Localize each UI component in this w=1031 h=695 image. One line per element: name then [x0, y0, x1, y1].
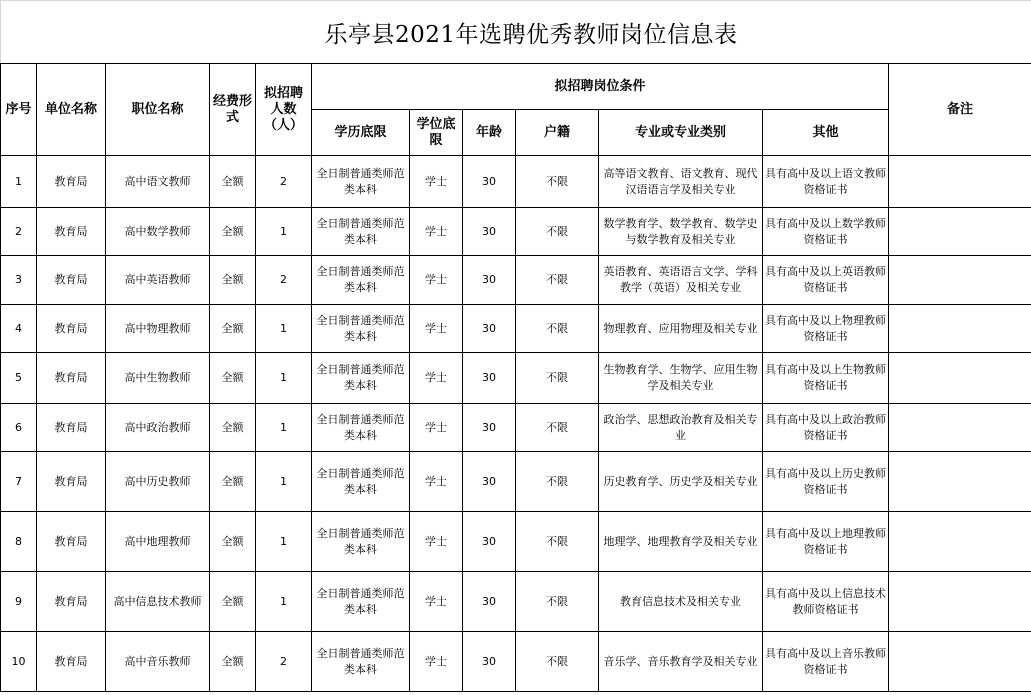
cell-hukou[interactable]: 不限 [516, 208, 599, 256]
cell-unit[interactable]: 教育局 [37, 632, 106, 692]
cell-degree[interactable]: 学士 [410, 512, 463, 572]
cell-degree[interactable]: 学士 [410, 305, 463, 353]
header-conditions[interactable]: 拟招聘岗位条件 [312, 64, 889, 110]
table-row [1, 572, 1031, 632]
cell-major[interactable]: 地理学、地理教育学及相关专业 [599, 512, 763, 572]
cell-position[interactable]: 高中历史教师 [106, 452, 210, 512]
cell-degree[interactable]: 学士 [410, 256, 463, 305]
table-row [1, 452, 1031, 512]
cell-funding[interactable]: 全额 [210, 353, 256, 404]
cell-remarks[interactable] [889, 512, 1031, 572]
cell-count[interactable]: 1 [256, 353, 312, 404]
table-body [1, 156, 1031, 692]
cell-funding[interactable]: 全额 [210, 452, 256, 512]
cell-degree[interactable]: 学士 [410, 572, 463, 632]
cell-position[interactable]: 高中信息技术教师 [106, 572, 210, 632]
cell-hukou[interactable]: 不限 [516, 404, 599, 452]
cell-age[interactable]: 30 [463, 353, 516, 404]
cell-funding[interactable]: 全额 [210, 208, 256, 256]
cell-degree[interactable]: 学士 [410, 208, 463, 256]
cell-position[interactable]: 高中音乐教师 [106, 632, 210, 692]
cell-position[interactable]: 高中物理教师 [106, 305, 210, 353]
cell-age[interactable]: 30 [463, 632, 516, 692]
cell-major[interactable]: 英语教育、英语语言文学、学科教学（英语）及相关专业 [599, 256, 763, 305]
cell-remarks[interactable] [889, 256, 1031, 305]
header-count[interactable]: 拟招聘人数（人） [256, 64, 312, 156]
cell-other[interactable]: 具有高中及以上地理教师资格证书 [763, 512, 889, 572]
cell-education[interactable]: 全日制普通类师范类本科 [312, 632, 410, 692]
cell-position[interactable]: 高中政治教师 [106, 404, 210, 452]
cell-other[interactable]: 具有高中及以上数学教师资格证书 [763, 208, 889, 256]
cell-count[interactable]: 1 [256, 208, 312, 256]
cell-hukou[interactable]: 不限 [516, 256, 599, 305]
cell-major[interactable]: 数学教育学、数学教育、数学史与数学教育及相关专业 [599, 208, 763, 256]
cell-count[interactable]: 2 [256, 632, 312, 692]
cell-education[interactable]: 全日制普通类师范类本科 [312, 572, 410, 632]
cell-major[interactable]: 物理教育、应用物理及相关专业 [599, 305, 763, 353]
header-age[interactable]: 年龄 [463, 110, 516, 156]
cell-unit[interactable]: 教育局 [37, 256, 106, 305]
header-seq[interactable]: 序号 [1, 64, 37, 156]
cell-unit[interactable]: 教育局 [37, 452, 106, 512]
cell-unit[interactable]: 教育局 [37, 305, 106, 353]
cell-degree[interactable]: 学士 [410, 353, 463, 404]
cell-seq[interactable]: 2 [1, 208, 37, 256]
title-row [0, 0, 1031, 64]
cell-degree[interactable]: 学士 [410, 404, 463, 452]
cell-hukou[interactable]: 不限 [516, 353, 599, 404]
cell-major[interactable]: 生物教育学、生物学、应用生物学及相关专业 [599, 353, 763, 404]
cell-major[interactable]: 政治学、思想政治教育及相关专业 [599, 404, 763, 452]
table-row [1, 512, 1031, 572]
cell-position[interactable]: 高中地理教师 [106, 512, 210, 572]
cell-remarks[interactable] [889, 404, 1031, 452]
cell-education[interactable]: 全日制普通类师范类本科 [312, 404, 410, 452]
cell-major[interactable]: 历史教育学、历史学及相关专业 [599, 452, 763, 512]
table-row [1, 208, 1031, 256]
cell-seq[interactable]: 3 [1, 256, 37, 305]
page-title[interactable]: 乐亭县2021年选聘优秀教师岗位信息表 [324, 22, 738, 48]
header-unit[interactable]: 单位名称 [37, 64, 106, 156]
cell-seq[interactable]: 7 [1, 452, 37, 512]
header-row-1 [1, 64, 1031, 110]
cell-hukou[interactable]: 不限 [516, 156, 599, 208]
cell-other[interactable]: 具有高中及以上生物教师资格证书 [763, 353, 889, 404]
cell-major[interactable]: 高等语文教育、语文教育、现代汉语语言学及相关专业 [599, 156, 763, 208]
cell-seq[interactable]: 9 [1, 572, 37, 632]
cell-unit[interactable]: 教育局 [37, 512, 106, 572]
header-other[interactable]: 其他 [763, 110, 889, 156]
cell-major[interactable]: 音乐学、音乐教育学及相关专业 [599, 632, 763, 692]
cell-age[interactable]: 30 [463, 256, 516, 305]
header-degree[interactable]: 学位底限 [410, 110, 463, 156]
cell-hukou[interactable]: 不限 [516, 512, 599, 572]
cell-hukou[interactable]: 不限 [516, 452, 599, 512]
cell-seq[interactable]: 10 [1, 632, 37, 692]
table-row [1, 632, 1031, 692]
cell-hukou[interactable]: 不限 [516, 572, 599, 632]
cell-funding[interactable]: 全额 [210, 156, 256, 208]
cell-degree[interactable]: 学士 [410, 452, 463, 512]
cell-funding[interactable]: 全额 [210, 632, 256, 692]
cell-other[interactable]: 具有高中及以上物理教师资格证书 [763, 305, 889, 353]
cell-education[interactable]: 全日制普通类师范类本科 [312, 208, 410, 256]
cell-major[interactable]: 教育信息技术及相关专业 [599, 572, 763, 632]
cell-funding[interactable]: 全额 [210, 305, 256, 353]
cell-age[interactable]: 30 [463, 404, 516, 452]
cell-other[interactable]: 具有高中及以上音乐教师资格证书 [763, 632, 889, 692]
cell-age[interactable]: 30 [463, 452, 516, 512]
cell-unit[interactable]: 教育局 [37, 208, 106, 256]
cell-seq[interactable]: 4 [1, 305, 37, 353]
header-education[interactable]: 学历底限 [312, 110, 410, 156]
cell-count[interactable]: 2 [256, 256, 312, 305]
cell-position[interactable]: 高中数学教师 [106, 208, 210, 256]
cell-degree[interactable]: 学士 [410, 632, 463, 692]
cell-education[interactable]: 全日制普通类师范类本科 [312, 452, 410, 512]
cell-age[interactable]: 30 [463, 572, 516, 632]
cell-age[interactable]: 30 [463, 156, 516, 208]
cell-count[interactable]: 1 [256, 452, 312, 512]
cell-unit[interactable]: 教育局 [37, 353, 106, 404]
header-funding[interactable]: 经费形式 [210, 64, 256, 156]
cell-age[interactable]: 30 [463, 512, 516, 572]
cell-degree[interactable]: 学士 [410, 156, 463, 208]
position-table [0, 63, 1031, 692]
cell-unit[interactable]: 教育局 [37, 156, 106, 208]
cell-age[interactable]: 30 [463, 208, 516, 256]
cell-seq[interactable]: 8 [1, 512, 37, 572]
cell-education[interactable]: 全日制普通类师范类本科 [312, 512, 410, 572]
cell-funding[interactable]: 全额 [210, 572, 256, 632]
table-row [1, 156, 1031, 208]
cell-hukou[interactable]: 不限 [516, 305, 599, 353]
cell-remarks[interactable] [889, 156, 1031, 208]
cell-count[interactable]: 2 [256, 156, 312, 208]
cell-education[interactable]: 全日制普通类师范类本科 [312, 353, 410, 404]
cell-position[interactable]: 高中生物教师 [106, 353, 210, 404]
cell-remarks[interactable] [889, 305, 1031, 353]
cell-other[interactable]: 具有高中及以上政治教师资格证书 [763, 404, 889, 452]
header-major[interactable]: 专业或专业类别 [599, 110, 763, 156]
cell-remarks[interactable] [889, 452, 1031, 512]
cell-count[interactable]: 1 [256, 404, 312, 452]
cell-funding[interactable]: 全额 [210, 404, 256, 452]
cell-remarks[interactable] [889, 572, 1031, 632]
cell-position[interactable]: 高中语文教师 [106, 156, 210, 208]
cell-remarks[interactable] [889, 353, 1031, 404]
cell-education[interactable]: 全日制普通类师范类本科 [312, 156, 410, 208]
cell-count[interactable]: 1 [256, 305, 312, 353]
table-row [1, 256, 1031, 305]
table-row [1, 305, 1031, 353]
cell-education[interactable]: 全日制普通类师范类本科 [312, 256, 410, 305]
cell-other[interactable]: 具有高中及以上语文教师资格证书 [763, 156, 889, 208]
table-row [1, 404, 1031, 452]
cell-education[interactable]: 全日制普通类师范类本科 [312, 305, 410, 353]
cell-remarks[interactable] [889, 208, 1031, 256]
cell-funding[interactable]: 全额 [210, 512, 256, 572]
cell-other[interactable]: 具有高中及以上历史教师资格证书 [763, 452, 889, 512]
cell-position[interactable]: 高中英语教师 [106, 256, 210, 305]
cell-hukou[interactable]: 不限 [516, 632, 599, 692]
cell-age[interactable]: 30 [463, 305, 516, 353]
cell-seq[interactable]: 6 [1, 404, 37, 452]
header-position[interactable]: 职位名称 [106, 64, 210, 156]
cell-remarks[interactable] [889, 632, 1031, 692]
cell-unit[interactable]: 教育局 [37, 572, 106, 632]
cell-other[interactable]: 具有高中及以上信息技术教师资格证书 [763, 572, 889, 632]
cell-seq[interactable]: 5 [1, 353, 37, 404]
header-hukou[interactable]: 户籍 [516, 110, 599, 156]
table-row [1, 353, 1031, 404]
cell-unit[interactable]: 教育局 [37, 404, 106, 452]
cell-funding[interactable]: 全额 [210, 256, 256, 305]
cell-other[interactable]: 具有高中及以上英语教师资格证书 [763, 256, 889, 305]
cell-seq[interactable]: 1 [1, 156, 37, 208]
cell-count[interactable]: 1 [256, 572, 312, 632]
cell-count[interactable]: 1 [256, 512, 312, 572]
header-remarks[interactable]: 备注 [889, 64, 1031, 156]
